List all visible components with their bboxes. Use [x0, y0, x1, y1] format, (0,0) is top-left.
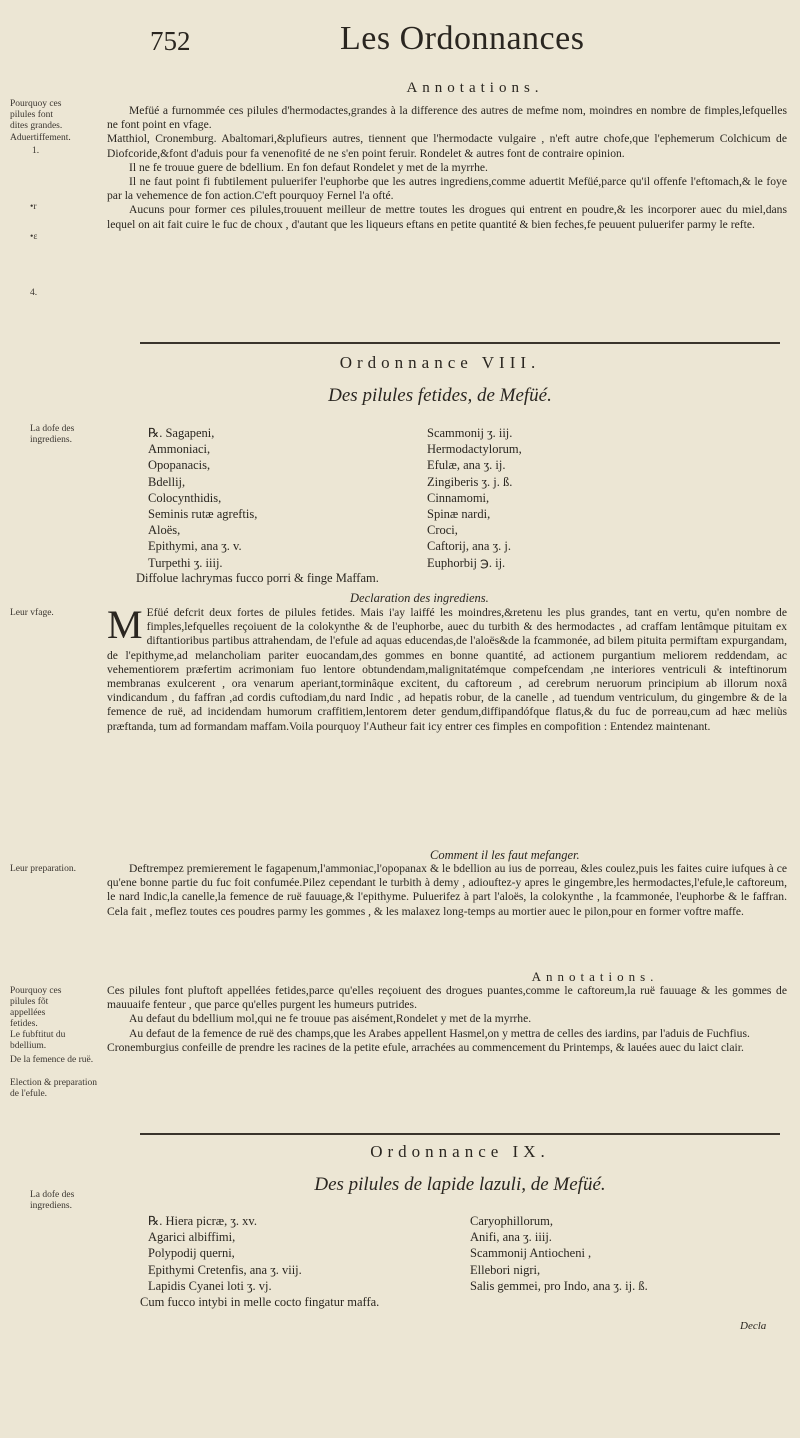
ordonnance-9-subtitle: Des pilules de lapide lazuli, de Mefüé.: [314, 1174, 606, 1195]
ingredient-item: Caftorij, ana ʒ. j.: [427, 539, 511, 554]
ingredient-item: Epithymi Cretenfis, ana ʒ. viij.: [148, 1262, 302, 1277]
annotation-paragraph: Au defaut du bdellium mol,qui ne fe trouue pas aisément,Rondelet y met de la myrrhe.: [129, 1012, 532, 1026]
margin-note-efule: Election & preparation de l'efule.: [10, 1078, 98, 1099]
margin-note-number-1: 1.: [32, 146, 40, 156]
declaration-body: [107, 602, 787, 734]
ingredient-item: ℞. Hiera picræ, ʒ. xv.: [148, 1214, 257, 1228]
ingredient-item: Anifi, ana ʒ. iiij.: [470, 1230, 552, 1245]
ingredient-item: ℞. Sagapeni,: [148, 426, 215, 440]
margin-note-bdellium: Le fubftitut du bdellium.: [10, 1030, 66, 1051]
closing-instruction: Cum fucco intybi in melle cocto fingatur maffa.: [140, 1295, 380, 1309]
page-number: 752: [150, 26, 191, 56]
ingredient-item: Hermodactylorum,: [427, 442, 522, 457]
annotation-paragraph: Il ne faut point fi fubtilement puluerifer l'euphorbe que les autres ingrediens,comme aduertit Mefüé,parce qu'il offenfe l'eftomach,& le foye par la vehemence de fon action.C'eft pourquoy Fernel l'a ofté.: [107, 175, 787, 203]
section-rule: [140, 342, 780, 344]
declaration-text: Efüé defcrit deux fortes de pilules fetides. Mais i'ay laiffé les moindres,&retenu les plus grandes, tant en vertu, qu'en nombre de fimples,lefquelles reçoiuent de la colokynthe & de l'euphorbe, auec du turbith & des hermodactes , ad craffam lentâmque pituitam ex diftantioribus partibus attrahendam, de l'efule ad aquas educendas,de l'aloës&de la fcammonée, ad bilem pituita permiftam expurgandam, de l'epithyme,ad melancholiam pariter euocandam,des gommes en bonne quantité, ad actionem purgantium meliorem reddendam, ac vehementiorem præfertim acrimoniam fuo lentore obtundendam,malignitatémque compefcendam ,ne interiores ventriculi & inteftinorum membranas exulcerent , ora venarum aperiant,torminâque excitent, du caftoreum , ad cerebrum neruorum principium ab illorum noxâ vindicandum , du faffran ,ad cordis cuftodiam,du nard Indic , ad hepatis robur, de la canelle , ad tuendum ventriculum, du gingembre & de la femence de ruë, ad incidendam humorum craffitiem,lentorem deter gendum,diffipandófque flatus,& du fuc de porreau,cum ad hæc meliùs præftanda, tum ad formandam maffam.Voila pourquoy l'Autheur fait icy entrer ces fimples en compofition : Entendez maintenant.: [107, 606, 787, 733]
ingredients-right-column: [427, 425, 687, 571]
annotation-paragraph: Au defaut de la femence de ruë des champs,que les Arabes appellent Hasmel,on y mettra de celles des iardins, par l'aduis de Fuchfius.: [129, 1026, 750, 1040]
margin-note-number-4: 4.: [30, 288, 38, 298]
ingredient-item: Scammonij ʒ. iij.: [427, 426, 513, 440]
section-rule: [140, 1133, 780, 1135]
ingredients-left-column: [148, 425, 408, 571]
ordonnance-8-heading: Ordonnance VIII.: [339, 353, 541, 372]
ingredient-item: Ellebori nigri,: [470, 1262, 541, 1277]
catchword: Decla: [740, 1320, 767, 1332]
margin-note-grandes: Pourquoy ces pilules font dites grandes.: [10, 99, 63, 131]
ingredient-item: Euphorbij ℈. ij.: [427, 555, 506, 570]
annotation-paragraph: Matthiol, Cronemburg. Abaltomari,&plufieurs autres, tiennent que l'hermodacte vulgaire , n'eft autre chofe,que l'ephemerum Colchicum de Diofcoride,&font d'aduis pour fa venenofité de ne s'en point feruir. Rondelet & autres font de contraire opinion.: [107, 132, 787, 160]
mixing-instructions: Deftrempez premierement le fagapenum,l'ammoniac,l'opopanax & le bdellion au ius de porreau, &les coulez,puis les faites cuire iufques à ce qu'ene bonne partie du fuc foit confumée.Pilez cependant le turbith à demy , adiouftez-y apres le gingembre,les hermodactes,l'efule,le caftoreum, le nard Indic,la canelle,la femence de ruë fauuage,& l'epithyme. Puluerifez à part l'aloës, la colokynthe , la fcammonée, l'euphorbe & le faffran. Cela fait , meflez toutes ces poudres parmy les gommes , & les malaxez long-temps au mortier auec le pilon,pour en former voftre maffe.: [107, 862, 787, 918]
ordonnance-8-subtitle: Des pilules fetides, de Mefüé.: [328, 385, 552, 406]
margin-note-number-2: •r: [30, 202, 37, 212]
ordonnance-9-heading: Ordonnance IX.: [370, 1142, 550, 1161]
ingredient-item: Polypodij querni,: [148, 1246, 235, 1261]
annotations-1-body: [107, 104, 787, 232]
page-header: [150, 20, 750, 66]
ingredient-item: Colocynthidis,: [148, 490, 222, 505]
ingredient-item: Bdellij,: [148, 474, 186, 489]
drop-cap: M: [107, 602, 143, 647]
ingredient-item: Scammonij Antiocheni ,: [470, 1246, 592, 1261]
ingredient-item: Agarici albiffimi,: [148, 1230, 236, 1245]
declaration-heading: Declaration des ingrediens.: [350, 591, 489, 605]
mixing-heading: Comment il les faut mefanger.: [430, 848, 580, 862]
ingredient-item: Zingiberis ʒ. j. ß.: [427, 474, 513, 489]
margin-note-rue: De la femence de ruë.: [10, 1055, 94, 1065]
annotations-heading-1: Annotations.: [406, 80, 544, 96]
margin-note-fetides: Pourquoy ces pilules fõt appellées fetides.: [10, 986, 62, 1029]
margin-note-dose: La dofe des ingrediens.: [30, 1190, 75, 1211]
annotation-paragraph: Ces pilules font pluftoft appellées fetides,parce qu'elles reçoiuent des drogues puantes,comme le caftoreum,la ruë fauuage & les gommes de mauuaife fenteur , que parce qu'elles purgent les humeurs putrides.: [107, 984, 787, 1012]
ingredients-left-column: [148, 1213, 428, 1294]
margin-note-preparation: Leur preparation.: [10, 864, 76, 874]
running-title: Les Ordonnances: [340, 20, 585, 57]
dissolve-instruction: Diffolue lachrymas fucco porri & finge Maffam.: [136, 571, 379, 585]
ingredients-right-column: [470, 1213, 770, 1294]
ingredient-item: Spinæ nardi,: [427, 507, 491, 522]
ingredient-item: Turpethi ʒ. iiij.: [148, 555, 223, 570]
ingredient-item: Croci,: [427, 523, 458, 538]
ingredient-item: Opopanacis,: [148, 458, 211, 473]
annotation-paragraph: Il ne fe trouue guere de bdellium. En fon defaut Rondelet y met de la myrrhe.: [129, 160, 488, 174]
ingredient-item: Salis gemmei, pro Indo, ana ʒ. ij. ß.: [470, 1278, 648, 1293]
margin-note-usage: Leur vfage.: [10, 608, 54, 618]
ingredient-item: Ammoniaci,: [148, 442, 211, 457]
annotation-paragraph: Cronemburgius confeille de prendre les racines de la petite efule, arrachées au commencement du Printemps, & lauées auec du laict clair.: [107, 1040, 744, 1054]
margin-note-aduertissement: Aduertiffement.: [10, 133, 71, 143]
annotation-paragraph: Mefüé a furnommée ces pilules d'hermodactes,grandes à la difference des autres de mefme nom, moindres en nombre de fimples,lefquelles ne font point en vfage.: [107, 104, 787, 132]
ingredient-item: Cinnamomi,: [427, 490, 490, 505]
ingredient-item: Aloës,: [148, 523, 181, 538]
ingredient-item: Seminis rutæ agreftis,: [148, 507, 258, 522]
margin-note-dose: La dofe des ingrediens.: [30, 424, 75, 445]
ingredient-item: Efulæ, ana ʒ. ij.: [427, 458, 506, 473]
ingredient-item: Lapidis Cyanei loti ʒ. vj.: [148, 1278, 272, 1293]
ingredient-item: Caryophillorum,: [470, 1214, 553, 1228]
annotations-2-body: [107, 984, 787, 1055]
annotation-paragraph: Aucuns pour former ces pilules,trouuent meilleur de mettre toutes les drogues qui entrent en poudre,& les incorporer auec du miel,dans lequel on ait fait cuire le fuc de choux , d'autant que les liqueurs eftans en petite quantité & bien feches,fe peuuent puluerifer parmy le refte.: [107, 203, 787, 231]
annotations-heading-2: Annotations.: [531, 969, 659, 984]
margin-note-number-3: •ε: [30, 232, 38, 242]
ingredient-item: Epithymi, ana ʒ. v.: [148, 539, 242, 554]
